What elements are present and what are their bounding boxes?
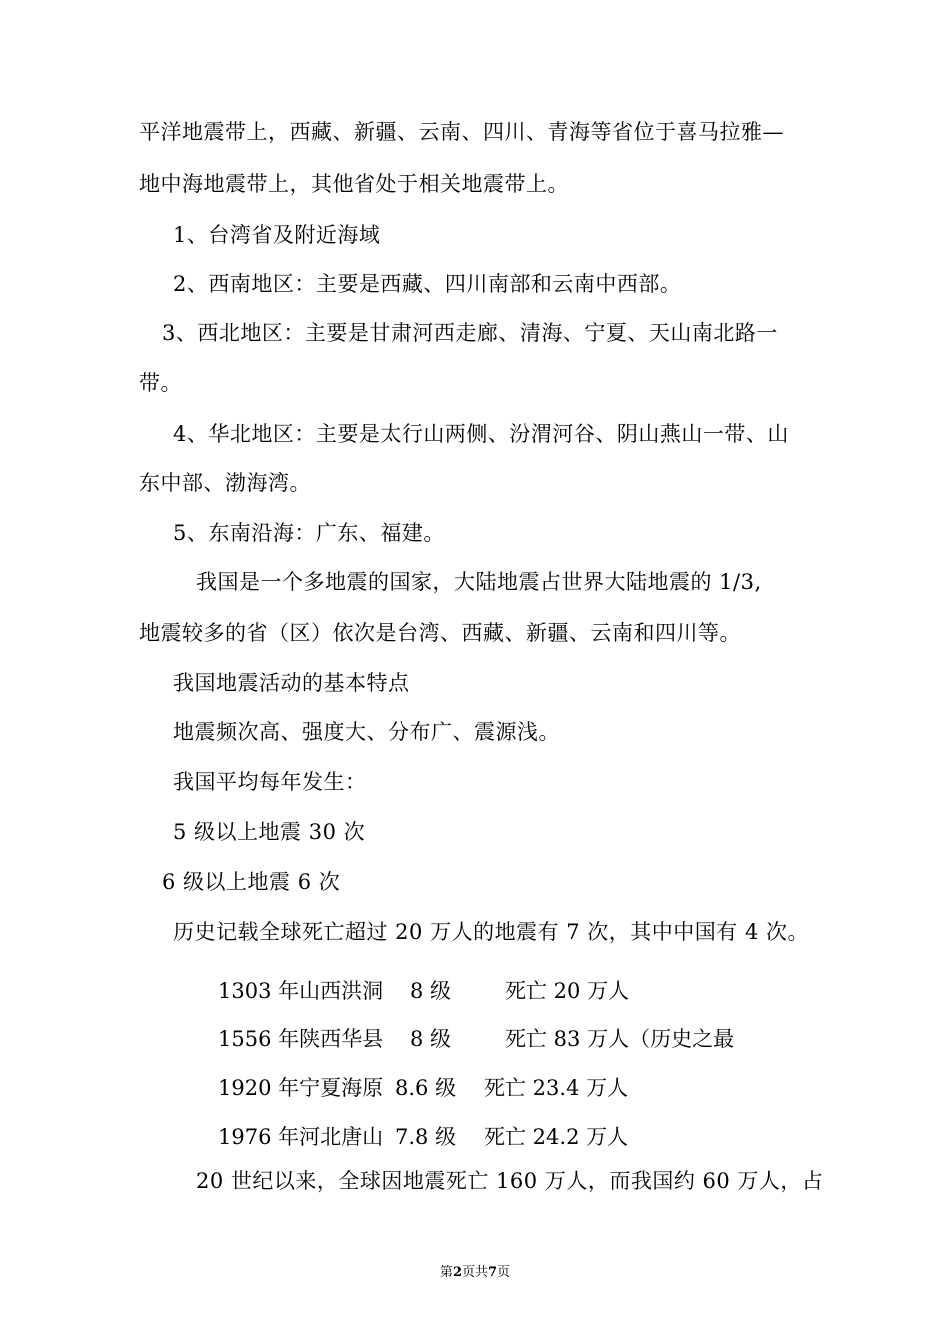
- earthquake-deaths: 死亡 83 万人（历史之最: [505, 1027, 735, 1051]
- paragraph-line: 地中海地震带上，其他省处于相关地震带上。: [139, 172, 569, 196]
- paragraph-line: 地震较多的省（区）依次是台湾、西藏、新疆、云南和四川等。: [139, 621, 741, 645]
- footer-prefix: 第: [439, 1265, 453, 1280]
- earthquake-magnitude: 8 级: [410, 979, 452, 1003]
- list-item: 1、台湾省及附近海域: [173, 223, 381, 247]
- list-item: 5、东南沿海：广东、福建。: [173, 521, 445, 545]
- footer-suffix: 页: [497, 1265, 511, 1280]
- paragraph-line: 历史记载全球死亡超过 20 万人的地震有 7 次，其中中国有 4 次。: [173, 920, 809, 944]
- list-item: 3、西北地区：主要是甘肃河西走廊、清海、宁夏、天山南北路一: [162, 321, 778, 345]
- earthquake-deaths: 死亡 23.4 万人: [484, 1076, 629, 1100]
- footer-middle: 页共: [461, 1265, 488, 1280]
- statistic-line: 5 级以上地震 30 次: [173, 820, 366, 844]
- earthquake-deaths: 死亡 24.2 万人: [484, 1125, 629, 1149]
- total-page-count: 7: [488, 1265, 498, 1280]
- paragraph-line: 20 世纪以来，全球因地震死亡 160 万人，而我国约 60 万人，占: [196, 1169, 824, 1193]
- paragraph-line: 地震频次高、强度大、分布广、震源浅。: [173, 720, 560, 744]
- earthquake-magnitude: 7.8 级: [395, 1125, 457, 1149]
- earthquake-deaths: 死亡 20 万人: [505, 979, 630, 1003]
- paragraph-line: 我国是一个多地震的国家，大陆地震占世界大陆地震的 1/3,: [196, 570, 762, 594]
- paragraph-line: 平洋地震带上，西藏、新疆、云南、四川、青海等省位于喜马拉雅—: [139, 120, 784, 144]
- page-footer: [0, 1264, 950, 1282]
- list-item: 2、西南地区：主要是西藏、四川南部和云南中西部。: [173, 272, 682, 296]
- statistic-line: 6 级以上地震 6 次: [162, 870, 341, 894]
- earthquake-event: 1920 年宁夏海原: [218, 1076, 384, 1100]
- current-page-number: 2: [452, 1265, 462, 1280]
- paragraph-line: 我国平均每年发生：: [173, 770, 367, 794]
- earthquake-magnitude: 8 级: [410, 1027, 452, 1051]
- section-heading: 我国地震活动的基本特点: [173, 671, 410, 695]
- earthquake-event: 1976 年河北唐山: [218, 1125, 384, 1149]
- earthquake-event: 1556 年陕西华县: [218, 1027, 384, 1051]
- earthquake-event: 1303 年山西洪洞: [218, 979, 384, 1003]
- list-item: 4、华北地区：主要是太行山两侧、汾渭河谷、阴山燕山一带、山: [173, 422, 789, 446]
- earthquake-magnitude: 8.6 级: [395, 1076, 457, 1100]
- paragraph-line: 带。: [139, 371, 182, 395]
- paragraph-line: 东中部、渤海湾。: [139, 471, 311, 495]
